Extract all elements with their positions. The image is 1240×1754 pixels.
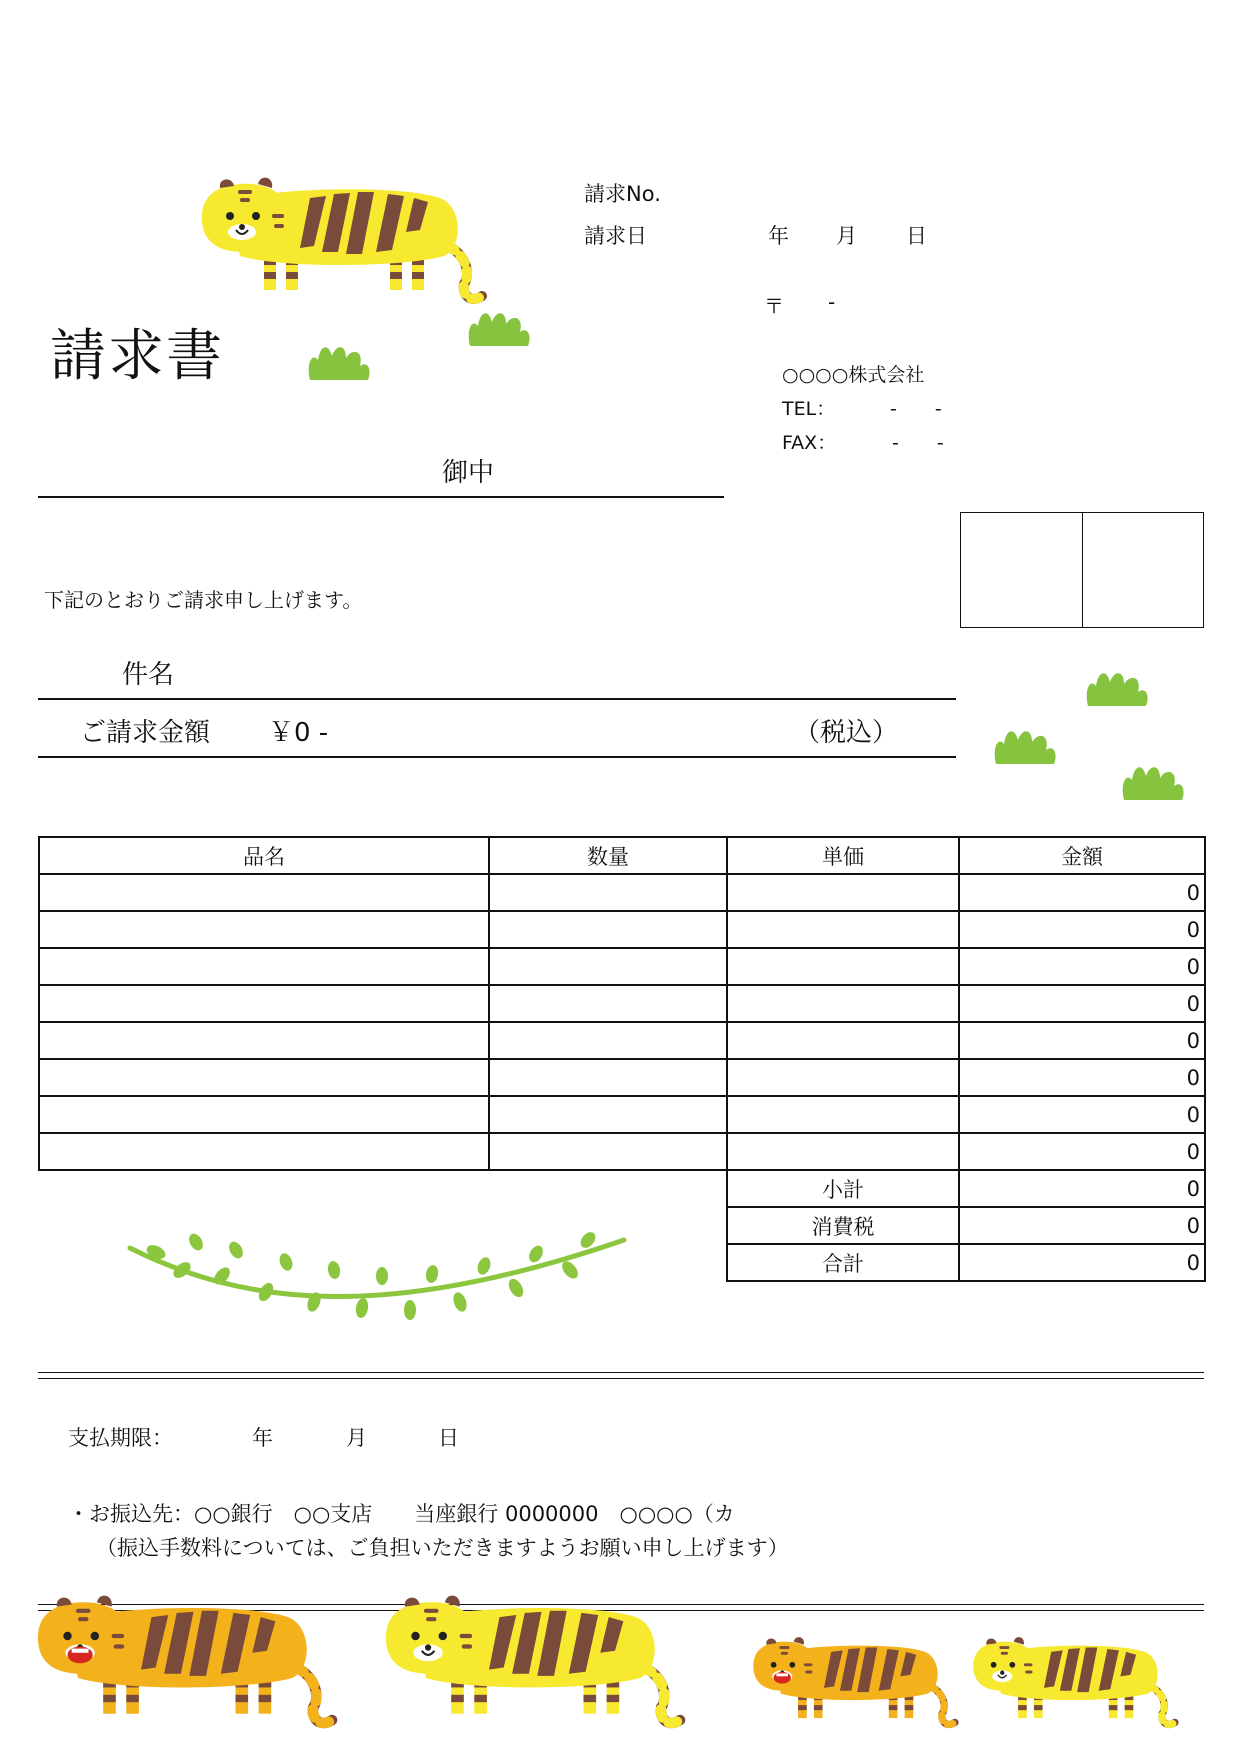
deadline-day-label: 日: [438, 1426, 459, 1450]
invoice-no-label: 請求No.: [584, 182, 661, 206]
quantity-cell[interactable]: [489, 985, 727, 1022]
grass-icon: [1086, 670, 1150, 706]
unit-price-cell[interactable]: [727, 1133, 959, 1170]
header-quantity: 数量: [489, 837, 727, 874]
tiger-illustration: [752, 1636, 982, 1726]
amount-cell: 0: [959, 1133, 1205, 1170]
table-row: [39, 985, 1205, 1022]
item-name-cell[interactable]: [39, 1059, 489, 1096]
amount-value: ￥0 -: [268, 718, 329, 748]
unit-price-cell[interactable]: [727, 1022, 959, 1059]
tiger-illustration: [972, 1636, 1202, 1726]
postal-dash: -: [828, 290, 836, 314]
tiger-illustration: [384, 1594, 714, 1724]
vine-illustration: [126, 1226, 646, 1336]
total-label: 合計: [727, 1244, 959, 1281]
grass-icon: [468, 310, 532, 346]
company-name: ○○○○株式会社: [782, 364, 925, 386]
tiger-illustration: [36, 1594, 366, 1724]
tax-label: 消費税: [727, 1207, 959, 1244]
table-header-row: [39, 837, 1205, 874]
table-row: [39, 874, 1205, 911]
amount-cell: 0: [959, 911, 1205, 948]
unit-price-cell[interactable]: [727, 874, 959, 911]
section-divider: [38, 1378, 1204, 1379]
subject-underline: [38, 698, 956, 700]
item-name-cell[interactable]: [39, 948, 489, 985]
unit-price-cell[interactable]: [727, 1096, 959, 1133]
table-row: [39, 1022, 1205, 1059]
tax-value: 0: [959, 1207, 1205, 1244]
subtotal-value: 0: [959, 1170, 1205, 1207]
quantity-cell[interactable]: [489, 1022, 727, 1059]
item-name-cell[interactable]: [39, 874, 489, 911]
table-row: [39, 911, 1205, 948]
tax-included-label: （税込）: [794, 718, 899, 748]
quantity-cell[interactable]: [489, 911, 727, 948]
quantity-cell[interactable]: [489, 1133, 727, 1170]
table-row: [39, 1059, 1205, 1096]
stamp-box: [960, 512, 1204, 628]
invoice-day-label: 日: [906, 224, 927, 248]
header-unit-price: 単価: [727, 837, 959, 874]
amount-cell: 0: [959, 948, 1205, 985]
amount-cell: 0: [959, 874, 1205, 911]
recipient-underline: [38, 496, 724, 498]
header-item-name: 品名: [39, 837, 489, 874]
table-row: [39, 1133, 1205, 1170]
section-divider: [38, 1372, 1204, 1373]
grass-icon: [1122, 764, 1186, 800]
items-table: [38, 836, 1206, 1282]
tel-label: TEL：: [782, 398, 836, 420]
item-name-cell[interactable]: [39, 985, 489, 1022]
subject-label: 件名: [122, 660, 175, 690]
item-name-cell[interactable]: [39, 1133, 489, 1170]
bank-details: ・お振込先：○○銀行 ○○支店 当座銀行 0000000 ○○○○（カ: [68, 1502, 735, 1526]
amount-cell: 0: [959, 1096, 1205, 1133]
subtotal-label: 小計: [727, 1170, 959, 1207]
quantity-cell[interactable]: [489, 1096, 727, 1133]
deadline-year-label: 年: [252, 1426, 273, 1450]
amount-cell: 0: [959, 1059, 1205, 1096]
amount-cell: 0: [959, 985, 1205, 1022]
invoice-date-label: 請求日: [584, 224, 647, 248]
amount-underline: [38, 756, 956, 758]
table-row: [39, 948, 1205, 985]
unit-price-cell[interactable]: [727, 911, 959, 948]
header-amount: 金額: [959, 837, 1205, 874]
grass-icon: [994, 728, 1058, 764]
table-row: [39, 1096, 1205, 1133]
amount-label: ご請求金額: [80, 718, 211, 748]
fax-label: FAX：: [782, 432, 837, 454]
quantity-cell[interactable]: [489, 1059, 727, 1096]
amount-cell: 0: [959, 1022, 1205, 1059]
invoice-year-label: 年: [768, 224, 789, 248]
document-title: 請求書: [50, 324, 224, 389]
quantity-cell[interactable]: [489, 874, 727, 911]
item-name-cell[interactable]: [39, 911, 489, 948]
fee-note: （振込手数料については、ご負担いただきますようお願い申し上げます）: [96, 1536, 789, 1560]
recipient-suffix: 御中: [442, 458, 495, 488]
unit-price-cell[interactable]: [727, 1059, 959, 1096]
deadline-label: 支払期限：: [68, 1426, 173, 1450]
unit-price-cell[interactable]: [727, 948, 959, 985]
item-name-cell[interactable]: [39, 1096, 489, 1133]
unit-price-cell[interactable]: [727, 985, 959, 1022]
fax-value: - -: [892, 432, 944, 454]
tiger-illustration: [200, 176, 510, 306]
total-value: 0: [959, 1244, 1205, 1281]
deadline-month-label: 月: [346, 1426, 367, 1450]
quantity-cell[interactable]: [489, 948, 727, 985]
subtotal-row: [39, 1170, 1205, 1207]
grass-icon: [308, 344, 372, 380]
item-name-cell[interactable]: [39, 1022, 489, 1059]
tel-value: - -: [890, 398, 942, 420]
intro-text: 下記のとおりご請求申し上げます。: [44, 588, 363, 612]
postal-mark: 〒: [764, 294, 784, 318]
invoice-month-label: 月: [836, 224, 857, 248]
